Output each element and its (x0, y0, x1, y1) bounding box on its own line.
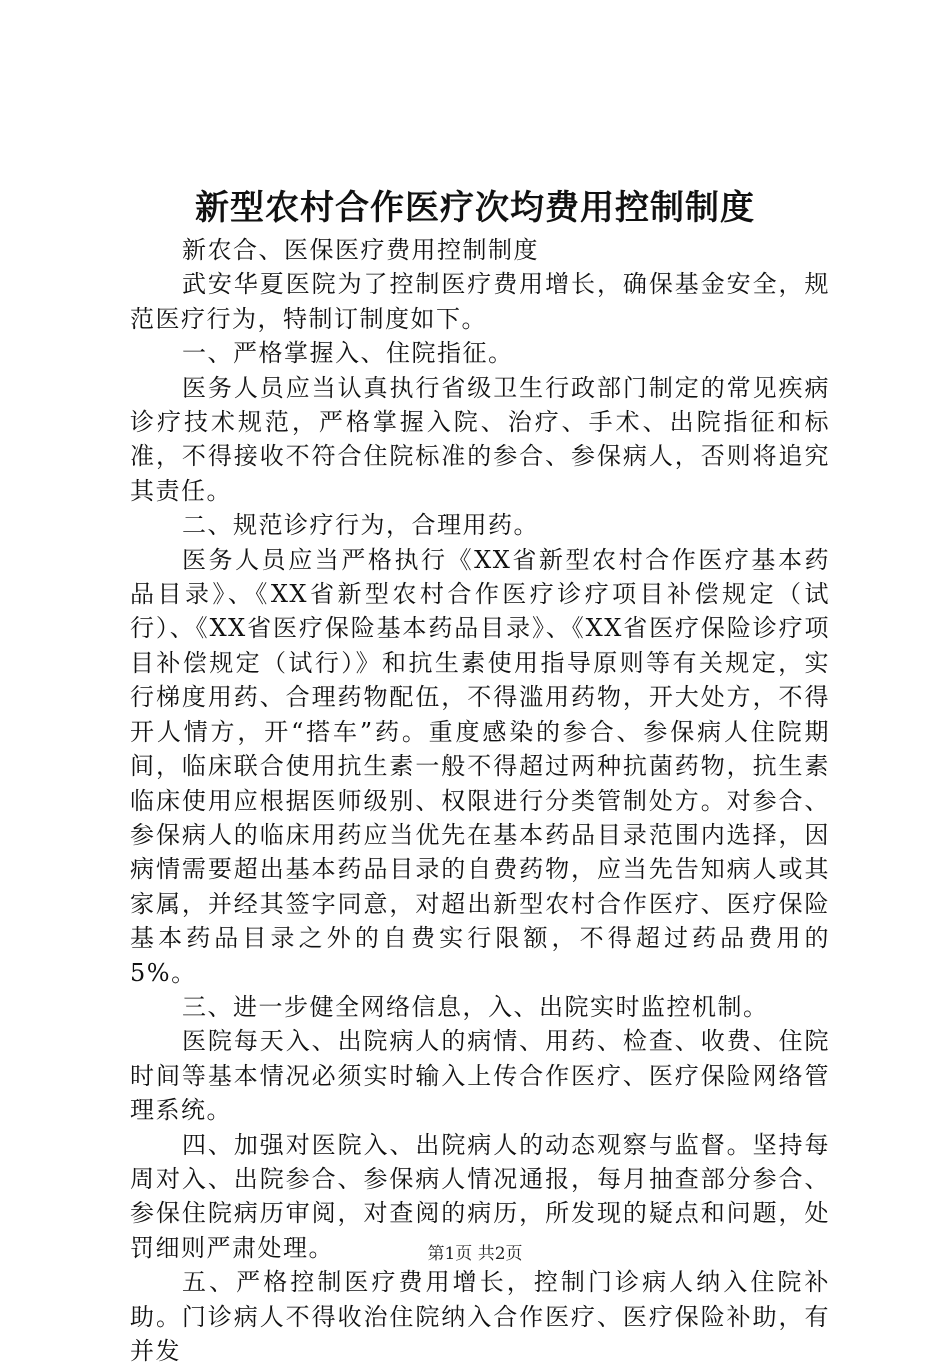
paragraph-subtitle: 新农合、医保医疗费用控制制度 (182, 236, 539, 264)
section-heading-2: 二、规范诊疗行为，合理用药。 (182, 511, 539, 540)
paragraph-section-1: 医务人员应当认真执行省级卫生行政部门制定的常见疾病诊疗技术规范，严格掌握入院、治疗、手术、出院指征和标准，不得接收不符合住院标准的参合、参保病人，否则将追究其责任。 (130, 373, 830, 505)
paragraph-section-4: 四、加强对医院入、出院病人的动态观察与监督。坚持每周对入、出院参合、参保病人情况通报，每月抽查部分参合、参保住院病历审阅，对查阅的病历，所发现的疑点和问题，处罚细则严肃处理。 (130, 1130, 830, 1262)
paragraph-intro: 武安华夏医院为了控制医疗费用增长，确保基金安全，规范医疗行为，特制订制度如下。 (130, 270, 830, 333)
document-title: 新型农村合作医疗次均费用控制制度 (195, 188, 755, 228)
page-number-footer: 第1页 共2页 (427, 1244, 523, 1264)
document-body (130, 233, 830, 1368)
paragraph-section-2: 医务人员应当严格执行《XX省新型农村合作医疗基本药品目录》、《XX省新型农村合作医疗诊疗项目补偿规定（试行）、《XX省医疗保险基本药品目录》、《XX省医疗保险诊疗项目补偿规定（试行）》和抗生素使用指导原则等有关规定，实行梯度用药、合理药物配伍，不得滥用药物，开大处方，不得开人情方，开“搭车”药。重度感染的参合、参保病人住院期间，临床联合使用抗生素一般不得超过两种抗菌药物，抗生素临床使用应根据医师级别、权限进行分类管制处方。对参合、参保病人的临床用药应当优先在基本药品目录范围内选择，因病情需要超出基本药品目录的自费药物，应当先告知病人或其家属，并经其签字同意，对超出新型农村合作医疗、医疗保险基本药品目录之外的自费实行限额，不得超过药品费用的5%。 (130, 545, 830, 987)
paragraph-section-3: 医院每天入、出院病人的病情、用药、检查、收费、住院时间等基本情况必须实时输入上传合作医疗、医疗保险网络管理系统。 (130, 1027, 830, 1125)
paragraph-section-5: 五、严格控制医疗费用增长，控制门诊病人纳入住院补助。门诊病人不得收治住院纳入合作医疗、医疗保险补助，有并发 (130, 1268, 830, 1365)
section-heading-3: 三、进一步健全网络信息，入、出院实时监控机制。 (182, 992, 769, 1021)
section-heading-1: 一、严格掌握入、住院指征。 (182, 339, 514, 368)
